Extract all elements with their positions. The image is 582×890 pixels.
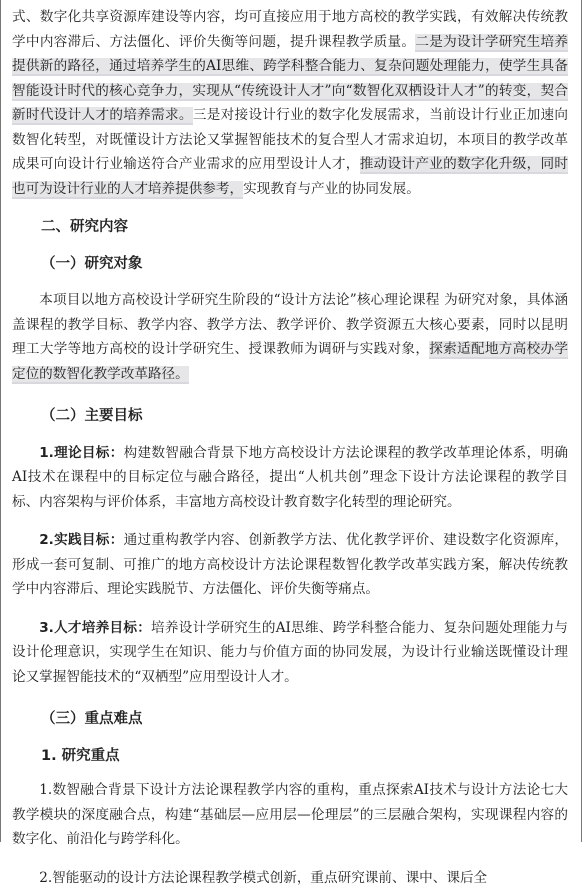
highlight-significance-2: 二是为设计学研究生培养提供新的路径，通过培养学生的AI思维、跨学科整合能力、复杂问题处理能力，使学生具备智能设计时代的核心竞争力，实现从“传统设计人才”向“数智化双栖设计人才”的转变，契合新时代设计人才的培养需求。	[12, 34, 568, 126]
highlight-significance-3: 推动设计产业的数字化升级，同时也可为设计行业的人才培养提供参考，	[12, 156, 568, 199]
goal-theory	[12, 441, 568, 515]
focus-item-2: 2.智能驱动的设计方法论课程教学模式创新，重点研究课前、课中、课后全	[12, 866, 568, 890]
research-object-paragraph	[12, 288, 568, 386]
goal-talent-text: 培养设计学研究生的AI思维、跨学科整合能力、复杂问题处理能力与设计伦理意识，实现学生在知识、能力与价值方面的协同发展，为设计行业输送既懂设计理论又掌握智能技术的“双栖型”应用型设计人才。	[12, 620, 568, 685]
intro-paragraph	[12, 5, 568, 201]
research-object-highlight: 探索适配地方高校办学定位的数智化教学改革路径。	[12, 341, 568, 384]
intro-text-3: 实现教育与产业的协同发展。	[243, 181, 420, 197]
subsection-title-key-difficulties: （三）重点难点	[12, 707, 568, 732]
intro-text-2: 三是对接设计行业的数字化发展需求，当前设计行业正加速向数智化转型，对既懂设计方法论又掌握智能技术的复合型人才需求迫切，本项目的教学改革成果可向设计行业输送符合产业需求的应用型设计人才，	[12, 107, 568, 172]
research-object-text: 本项目以地方高校设计学研究生阶段的“设计方法论”核心理论课程 为研究对象，具体涵盖课程的教学目标、教学内容、教学方法、教学评价、教学资源五大核心要素，同时以昆明理工大学等地方高校的设计学研究生、授课教师为调研与实践对象，	[12, 292, 568, 357]
intro-text-1: 式、数字化共享资源库建设等内容，均可直接应用于地方高校的教学实践，有效解决传统教学中内容滞后、方法僵化、评价失衡等问题，提升课程教学质量。	[12, 9, 568, 50]
goal-talent-label: 3.人才培养目标：	[39, 620, 151, 636]
goal-practice	[12, 528, 568, 602]
heading-research-focus: 1. 研究重点	[12, 744, 568, 769]
goal-practice-text: 通过重构教学内容、创新教学方法、优化教学评价、建设数字化资源库，形成一套可复制、可推广的地方高校设计方法论课程数智化教学改革实践方案，解决传统教学中内容滞后、理论实践脱节、方法僵化、评价失衡等痛点。	[12, 532, 568, 597]
goal-theory-text: 构建数智融合背景下地方高校设计方法论课程的教学改革理论体系，明确AI技术在课程中的目标定位与融合路径，提出“人机共创”理念下设计方法论课程的教学目标、内容架构与评价体系，丰富地方高校设计教育数字化转型的理论研究。	[12, 445, 568, 510]
subsection-title-main-goals: （二）主要目标	[12, 404, 568, 429]
goal-theory-label: 1.理论目标：	[39, 445, 123, 461]
section-title-research-content: 二、研究内容	[12, 215, 568, 240]
focus-item-1: 1.数智融合背景下设计方法论课程教学内容的重构，重点探索AI技术与设计方法论七大教学模块的深度融合点，构建“基础层—应用层—伦理层”的三层融合架构，实现课程内容的数字化、前沿化与跨学科化。	[12, 778, 568, 852]
goal-talent	[12, 616, 568, 690]
subsection-title-research-object: （一）研究对象	[12, 252, 568, 277]
goal-practice-label: 2.实践目标：	[39, 532, 123, 548]
